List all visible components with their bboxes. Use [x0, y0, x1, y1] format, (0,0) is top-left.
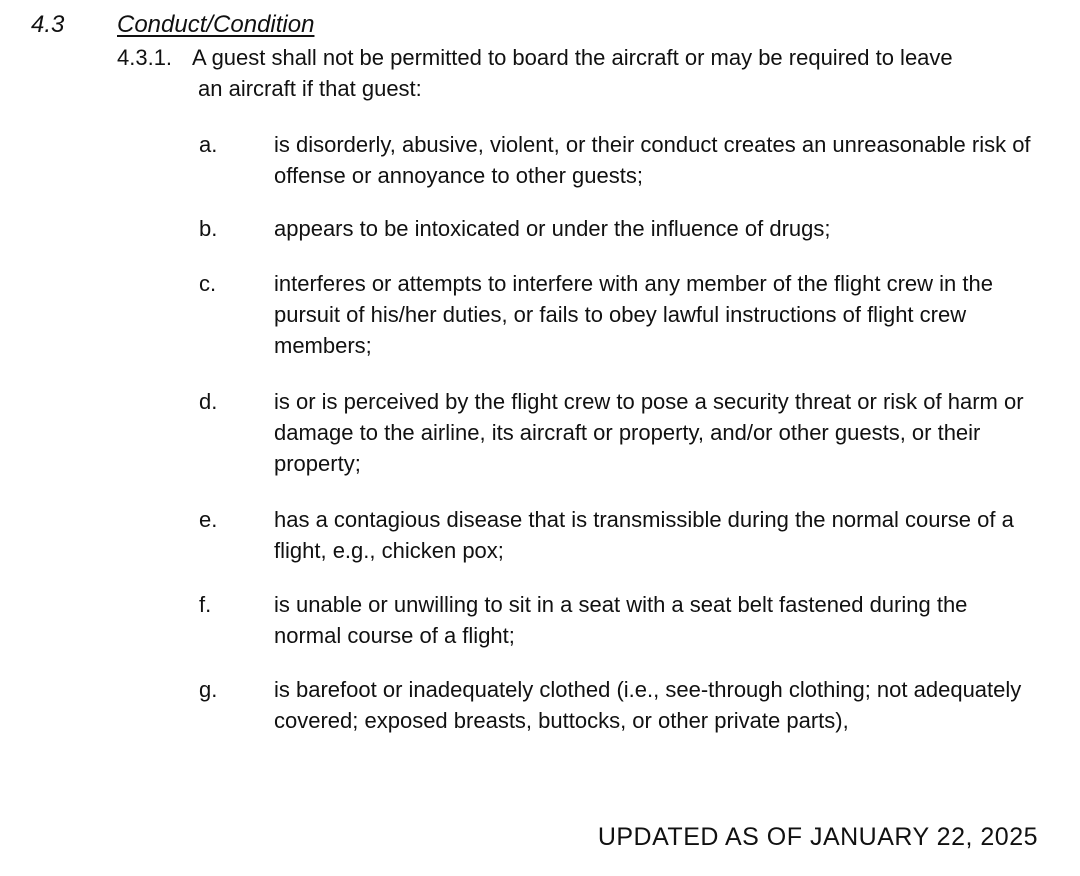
list-item-letter: a. [199, 132, 218, 157]
list-item-text: interferes or attempts to interfere with any member of the flight crew in the pursuit of his/her duties, or fails to obey lawful instructions of flight crew members; [274, 271, 993, 358]
clause-4-3-1 [117, 42, 1047, 104]
list-item-text: is barefoot or inadequately clothed (i.e., see-through clothing; not adequately covered; exposed breasts, buttocks, or other private parts), [274, 677, 1022, 733]
clause-text-line1: A guest shall not be permitted to board the aircraft or may be required to leave [192, 45, 953, 70]
list-item-text: is unable or unwilling to sit in a seat with a seat belt fastened during the normal course of a flight; [274, 592, 968, 648]
list-item-text: appears to be intoxicated or under the influence of drugs; [274, 216, 831, 241]
list-item-text: has a contagious disease that is transmissible during the normal course of a flight, e.g., chicken pox; [274, 507, 1014, 563]
clause-number: 4.3.1. [117, 45, 173, 70]
list-item-letter: f. [199, 592, 212, 617]
updated-date-footer: UPDATED AS OF JANUARY 22, 2025 [597, 823, 1038, 851]
section-number: 4.3 [31, 11, 65, 38]
list-item-letter: c. [199, 271, 217, 296]
list-item-letter: b. [199, 216, 218, 241]
section-title: Conduct/Condition [117, 11, 315, 38]
list-item-letter: e. [199, 507, 218, 532]
clause-text-line2: an aircraft if that guest: [198, 76, 422, 101]
list-item-letter: d. [199, 389, 218, 414]
list-item-letter: g. [199, 677, 218, 702]
list-item-text: is or is perceived by the flight crew to pose a security threat or risk of harm or damage to the airline, its aircraft or property, and/or other guests, or their property; [274, 389, 1024, 476]
list-item-text: is disorderly, abusive, violent, or their conduct creates an unreasonable risk of offense or annoyance to other guests; [274, 132, 1031, 188]
